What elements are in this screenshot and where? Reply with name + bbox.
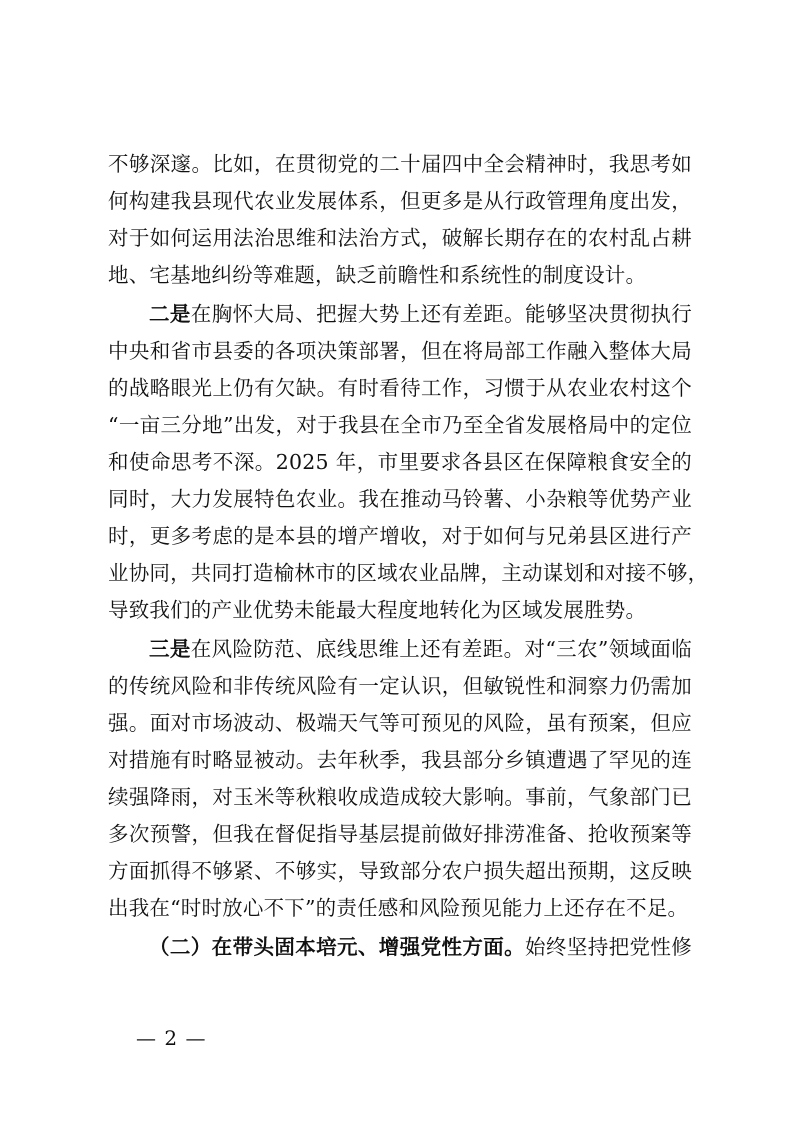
paragraph-three (108, 631, 692, 927)
text-line: “一亩三分地”出发，对于我县在全市乃至全省发展格局中的定位 (108, 413, 692, 437)
text-line: 何构建我县现代农业发展体系，但更多是从行政管理角度出发， (108, 189, 692, 213)
paragraph-lead: 二是 (149, 302, 191, 326)
paragraph-two (108, 296, 709, 629)
paragraph-intro (108, 146, 692, 294)
section-heading: （二）在带头固本培元、增强党性方面。 (149, 935, 526, 959)
text-line: 的传统风险和非传统风险有一定认识，但敏锐性和洞察力仍需加 (108, 674, 692, 698)
paragraph-first-line: 在风险防范、底线思维上还有差距。对“三农”领域面临 (190, 637, 692, 661)
text-line: 方面抓得不够紧、不够实，导致部分农户损失超出预期，这反映 (108, 859, 692, 883)
section-heading-line (108, 929, 692, 966)
text-line (108, 631, 692, 668)
page-number: — 2 — (136, 1026, 207, 1050)
section-heading-rest: 始终坚持把党性修 (525, 935, 692, 959)
text-line: 导致我们的产业优势未能最大程度地转化为区域发展胜势。 (108, 598, 647, 622)
paragraph-first-line: 在胸怀大局、把握大势上还有差距。能够坚决贯彻执行 (190, 302, 692, 326)
text-line: 同时，大力发展特色农业。我在推动马铃薯、小杂粮等优势产业 (108, 487, 692, 511)
text-line: 出我在“时时放心不下”的责任感和风险预见能力上还存在不足。 (108, 896, 689, 920)
text-line: 和使命思考不深。2025 年，市里要求各县区在保障粮食安全的 (108, 450, 692, 474)
text-line: 时，更多考虑的是本县的增产增收，对于如何与兄弟县区进行产 (108, 524, 692, 548)
text-line: 对措施有时略显被动。去年秋季，我县部分乡镇遭遇了罕见的连 (108, 748, 692, 772)
text-line: 业协同，共同打造榆林市的区域农业品牌，主动谋划和对接不够， (108, 561, 709, 585)
text-line: 对于如何运用法治思维和法治方式，破解长期存在的农村乱占耕 (108, 226, 692, 250)
text-line: 中央和省市县委的各项决策部署，但在将局部工作融入整体大局 (108, 339, 692, 363)
document-body (108, 146, 709, 966)
text-line: 强。面对市场波动、极端天气等可预见的风险，虽有预案，但应 (108, 711, 692, 735)
section-two (108, 929, 692, 966)
text-line: 的战略眼光上仍有欠缺。有时看待工作，习惯于从农业农村这个 (108, 376, 692, 400)
text-line: 不够深邃。比如，在贯彻党的二十届四中全会精神时，我思考如 (108, 152, 692, 176)
text-line: 地、宅基地纠纷等难题，缺乏前瞻性和系统性的制度设计。 (108, 263, 647, 287)
text-line (108, 296, 692, 333)
text-line: 续强降雨，对玉米等秋粮收成造成较大影响。事前，气象部门已 (108, 785, 692, 809)
paragraph-lead: 三是 (149, 637, 191, 661)
text-line: 多次预警，但我在督促指导基层提前做好排涝准备、抢收预案等 (108, 822, 692, 846)
